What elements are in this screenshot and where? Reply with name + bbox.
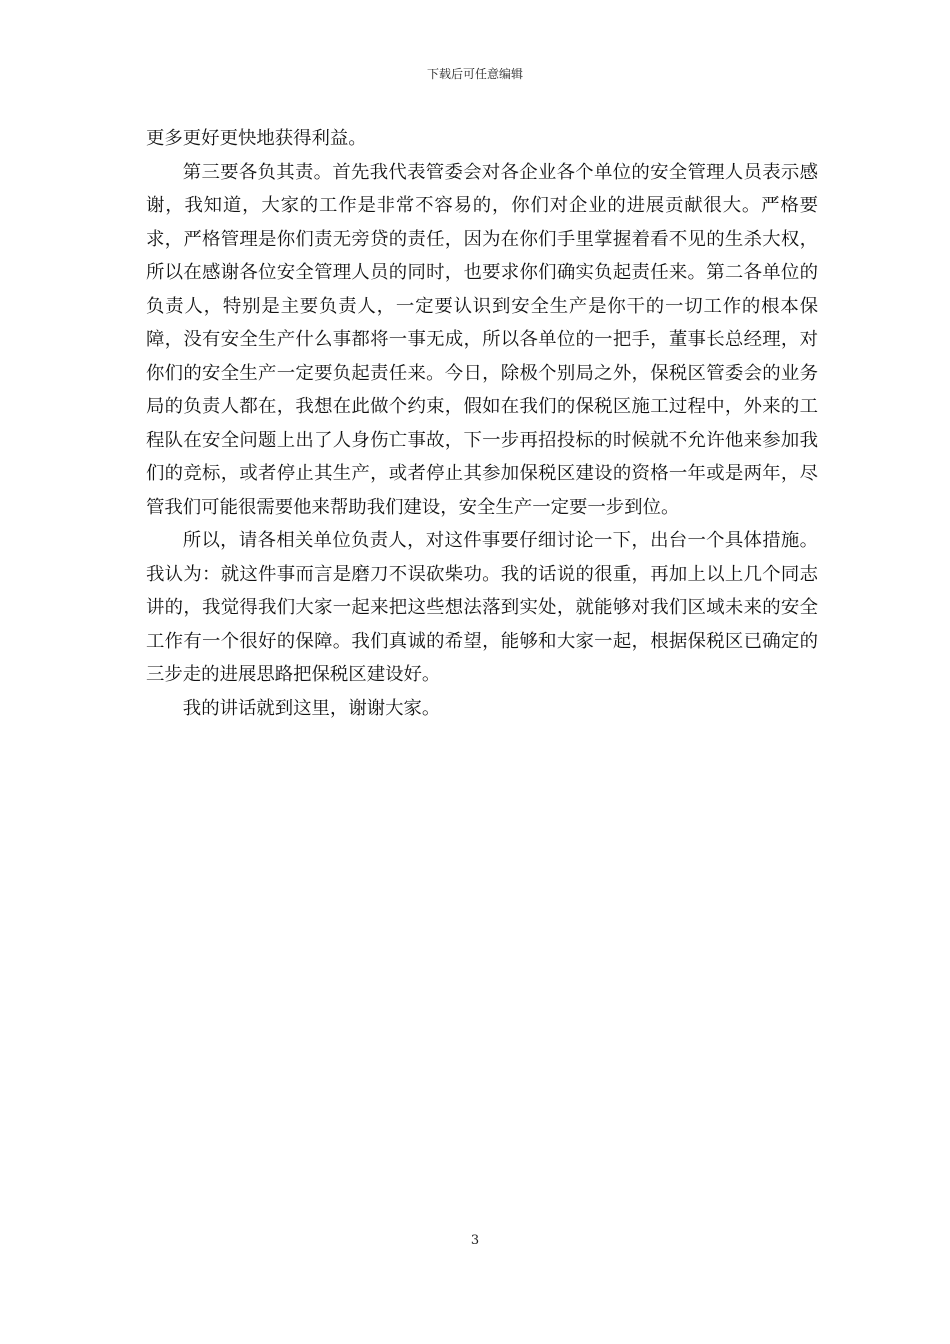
document-body bbox=[146, 122, 818, 725]
page-number: 3 bbox=[470, 1233, 480, 1248]
paragraph-measures: 所以，请各相关单位负责人，对这件事要仔细讨论一下，出台一个具体措施。我认为：就这件事而言是磨刀不误砍柴功。我的话说的很重，再加上以上几个同志讲的，我觉得我们大家一起来把这些想法落到实处，就能够对我们区域未来的安全工作有一个很好的保障。我们真诚的希望，能够和大家一起，根据保税区已确定的三步走的进展思路把保税区建设好。 bbox=[146, 530, 818, 685]
paragraph-continuation: 更多更好更快地获得利益。 bbox=[146, 128, 367, 149]
paragraph-responsibilities: 第三要各负其责。首先我代表管委会对各企业各个单位的安全管理人员表示感谢，我知道，大家的工作是非常不容易的，你们对企业的进展贡献很大。严格要求，严格管理是你们责无旁贷的责任，因为在你们手里掌握着看不见的生杀大权，所以在感谢各位安全管理人员的同时，也要求你们确实负起责任来。第二各单位的负责人，特别是主要负责人，一定要认识到安全生产是你干的一切工作的根本保障，没有安全生产什么事都将一事无成，所以各单位的一把手，董事长总经理，对你们的安全生产一定要负起责任来。今日，除极个别局之外，保税区管委会的业务局的负责人都在，我想在此做个约束，假如在我们的保税区施工过程中，外来的工程队在安全问题上出了人身伤亡事故，下一步再招投标的时候就不允许他来参加我们的竞标，或者停止其生产，或者停止其参加保税区建设的资格一年或是两年，尽管我们可能很需要他来帮助我们建设，安全生产一定要一步到位。 bbox=[146, 161, 818, 518]
paragraph-closing: 我的讲话就到这里，谢谢大家。 bbox=[182, 697, 441, 719]
page-header: 下载后可任意编辑 bbox=[426, 67, 523, 81]
